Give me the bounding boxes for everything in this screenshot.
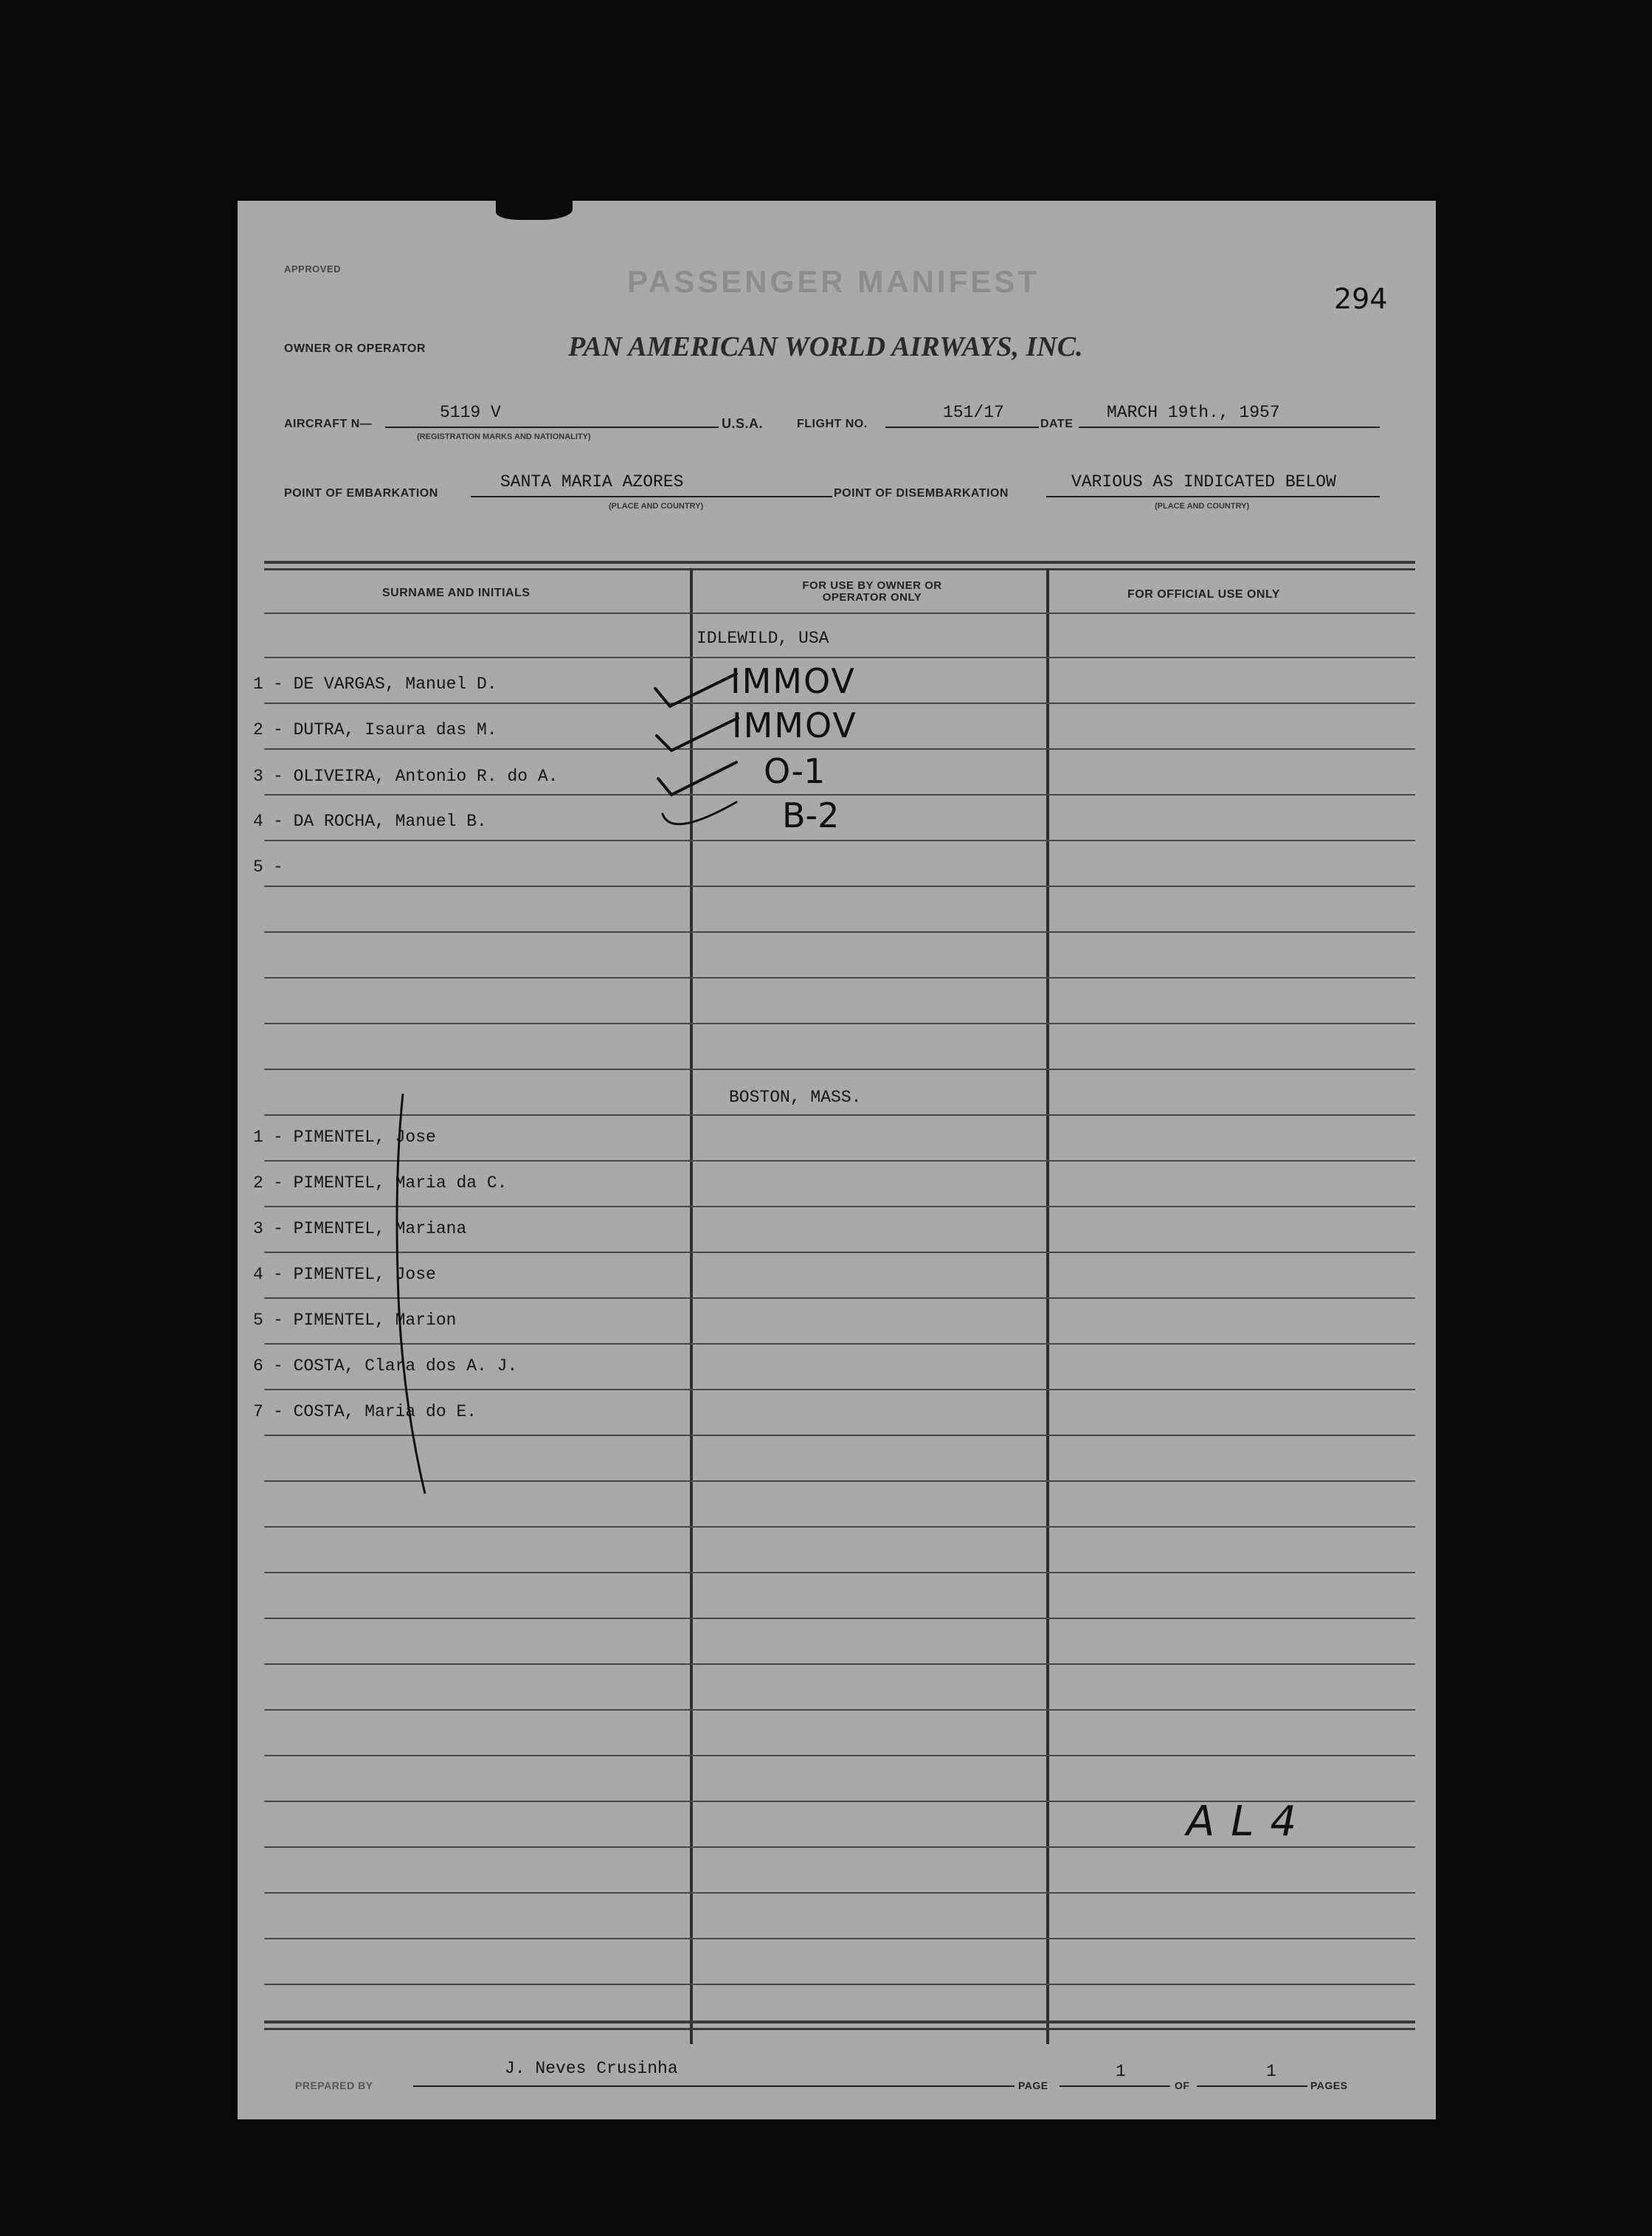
disembark-underline [1046, 496, 1380, 497]
row-rule [264, 1160, 1415, 1162]
row-rule [264, 1389, 1415, 1390]
aircraft-value: 5119 V [440, 403, 501, 422]
passenger-name: DA ROCHA, Manuel B. [293, 812, 487, 831]
passenger-name: PIMENTEL, Maria da C. [293, 1173, 508, 1193]
row-rule [264, 1069, 1415, 1070]
flight-underline [885, 427, 1039, 428]
handwritten-code: AL4 [1186, 1798, 1313, 1846]
row-rule [264, 1984, 1415, 1985]
torn-edge [496, 193, 573, 220]
row-rule [264, 1663, 1415, 1665]
row-rule [264, 703, 1415, 704]
of-label: OF [1175, 2080, 1190, 2091]
row-rule [264, 1206, 1415, 1207]
handwritten-note: IMMOV [732, 705, 857, 745]
column-divider-2 [1046, 568, 1049, 2044]
usa-label: U.S.A. [722, 416, 764, 431]
form-title: PASSENGER MANIFEST [627, 264, 1040, 299]
handwritten-note: IMMOV [730, 661, 856, 701]
passenger-name: PIMENTEL, Jose [293, 1128, 436, 1147]
disembark-label: POINT OF DISEMBARKATION [834, 487, 1009, 500]
row-rule [264, 1343, 1415, 1345]
disembark-value: VARIOUS AS INDICATED BELOW [1071, 472, 1336, 491]
col-header-owner-use: FOR USE BY OWNER OR OPERATOR ONLY [802, 579, 942, 604]
row-number: 4 [253, 812, 263, 831]
page-underline [1060, 2085, 1170, 2087]
row-rule [264, 1480, 1415, 1482]
flight-label: FLIGHT NO. [797, 418, 868, 430]
embark-label: POINT OF EMBARKATION [284, 487, 438, 500]
date-underline [1079, 427, 1380, 428]
row-rule [264, 977, 1415, 979]
row-rule [264, 748, 1415, 750]
passenger-name: PIMENTEL, Mariana [293, 1219, 467, 1238]
row-number: 4 [253, 1265, 263, 1284]
row-number: 1 [253, 674, 263, 694]
destination-idlewild: IDLEWILD, USA [697, 629, 829, 648]
row-number: 3 [253, 767, 263, 786]
row-number: 5 [253, 1311, 263, 1330]
row-rule [264, 840, 1415, 841]
destination-boston: BOSTON, MASS. [729, 1088, 862, 1107]
row-rule [264, 1618, 1415, 1619]
row-rule [264, 1572, 1415, 1573]
prepared-underline [413, 2085, 1015, 2087]
passenger-name: PIMENTEL, Marion [293, 1311, 457, 1330]
row-rule [264, 1252, 1415, 1253]
date-value: MARCH 19th., 1957 [1107, 403, 1280, 422]
row-rule [264, 1526, 1415, 1528]
disembark-caption: (PLACE AND COUNTRY) [1155, 502, 1250, 511]
row-rule [264, 1846, 1415, 1848]
handwritten-bracket-line [391, 1091, 435, 1504]
page-label: PAGE [1018, 2080, 1048, 2091]
handwritten-note: B-2 [782, 796, 840, 835]
approved-stamp: APPROVED [284, 263, 341, 275]
row-number: 6 [253, 1356, 263, 1376]
row-rule [264, 1892, 1415, 1894]
table-top-rule-2 [264, 568, 1415, 570]
col-header-official-use: FOR OFFICIAL USE ONLY [1127, 588, 1280, 601]
row-rule [264, 1938, 1415, 1939]
row-dash: - [273, 858, 283, 877]
aircraft-caption: (REGISTRATION MARKS AND NATIONALITY) [417, 432, 591, 441]
row-number: 2 [253, 720, 263, 739]
row-rule [264, 1297, 1415, 1299]
passenger-name: DUTRA, Isaura das M. [293, 720, 497, 739]
aircraft-underline [385, 427, 719, 428]
row-number: 3 [253, 1219, 263, 1238]
prepared-label: PREPARED BY [295, 2080, 373, 2091]
passenger-name: OLIVEIRA, Antonio R. do A. [293, 767, 559, 786]
row-rule [264, 886, 1415, 887]
passenger-name: COSTA, Clara dos A. J. [293, 1356, 518, 1376]
date-label: DATE [1040, 418, 1074, 430]
row-rule [264, 1755, 1415, 1756]
row-rule [264, 613, 1415, 614]
row-number: 7 [253, 1402, 263, 1421]
row-rule [264, 794, 1415, 796]
owner-label: OWNER OR OPERATOR [284, 342, 426, 355]
row-rule [264, 1114, 1415, 1116]
row-rule [264, 931, 1415, 933]
of-underline [1197, 2085, 1307, 2087]
passenger-name: DE VARGAS, Manuel D. [293, 674, 497, 694]
table-bottom-rule-2 [264, 2028, 1415, 2030]
row-rule [264, 657, 1415, 658]
prepared-value: J. Neves Crusinha [505, 2059, 678, 2078]
passenger-name: COSTA, Maria do E. [293, 1402, 477, 1421]
page-value: 1 [1116, 2062, 1126, 2081]
table-top-rule [264, 561, 1415, 564]
row-number: 1 [253, 1128, 263, 1147]
embark-value: SANTA MARIA AZORES [500, 472, 684, 491]
embark-caption: (PLACE AND COUNTRY) [609, 502, 704, 511]
aircraft-label: AIRCRAFT N— [284, 418, 373, 430]
row-number: 5 [253, 858, 263, 877]
row-rule [264, 1023, 1415, 1024]
passenger-name: PIMENTEL, Jose [293, 1265, 436, 1284]
row-rule [264, 1709, 1415, 1711]
embark-underline [471, 496, 832, 497]
row-rule [264, 1435, 1415, 1436]
owner-value: PAN AMERICAN WORLD AIRWAYS, INC. [568, 331, 1083, 362]
sheet-number: 294 [1334, 283, 1388, 315]
handwritten-note: O-1 [764, 751, 826, 791]
of-value: 1 [1266, 2062, 1276, 2081]
pages-label: PAGES [1310, 2080, 1348, 2091]
flight-value: 151/17 [943, 403, 1004, 422]
table-bottom-rule [264, 2021, 1415, 2023]
col-header-surname: SURNAME AND INITIALS [382, 587, 530, 599]
row-number: 2 [253, 1173, 263, 1193]
